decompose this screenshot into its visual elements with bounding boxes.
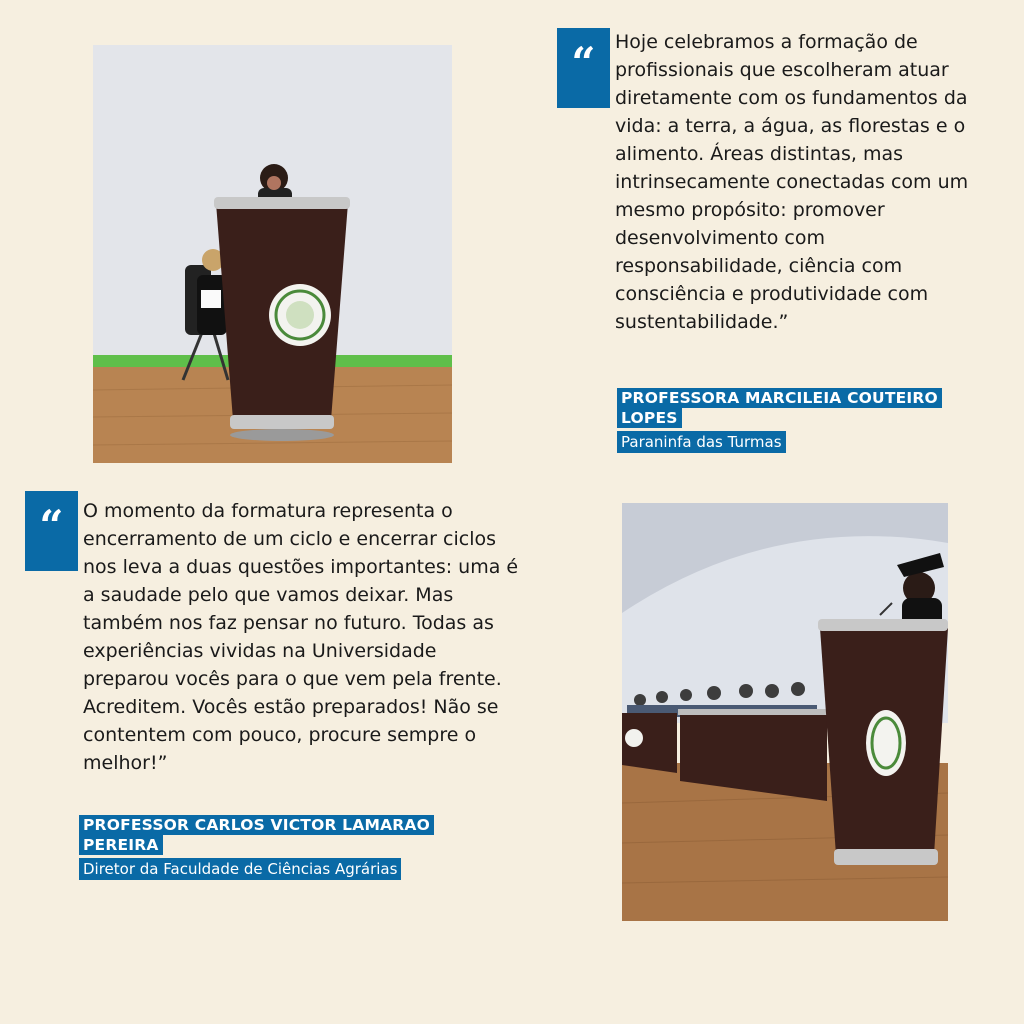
attribution bbox=[79, 815, 489, 880]
podium-photo-illustration bbox=[93, 45, 452, 463]
photo-graduate-podium bbox=[622, 503, 948, 921]
quote-text: Hoje celebramos a formação de profissionais que escolheram atuar diretamente com os fundamentos da vida: a terra, a água, as florestas e o alimento. Áreas distintas, mas intrinsecamente conectadas com um mesmo propósito: promover desenvolvimento com responsabilidade, ciência com consciência e produtividade com sustentabilidade.” bbox=[615, 31, 969, 333]
photo-speaker-podium bbox=[93, 45, 452, 463]
quote-text: O momento da formatura representa o encerramento de um ciclo e encerrar ciclos nos leva a duas questões importantes: uma é a saudade pelo que vamos deixar. Mas também nos faz pensar no futuro. Todas as experiências vividas na Universidade preparou vocês para o que vem pela frente. Acreditem. Vocês estão preparados! Não se contentem com pouco, procure sempre o melhor!” bbox=[83, 500, 519, 774]
speaker-role: Paraninfa das Turmas bbox=[617, 431, 786, 453]
quote-mark-icon: “ bbox=[25, 491, 78, 571]
speaker-name: PROFESSORA MARCILEIA COUTEIRO LOPES bbox=[617, 388, 942, 428]
quote-mark-icon: “ bbox=[557, 28, 610, 108]
graduate-photo-illustration bbox=[622, 503, 948, 921]
attribution bbox=[617, 388, 962, 453]
speaker-name: PROFESSOR CARLOS VICTOR LAMARAO PEREIRA bbox=[79, 815, 434, 855]
speaker-role: Diretor da Faculdade de Ciências Agrárias bbox=[79, 858, 401, 880]
